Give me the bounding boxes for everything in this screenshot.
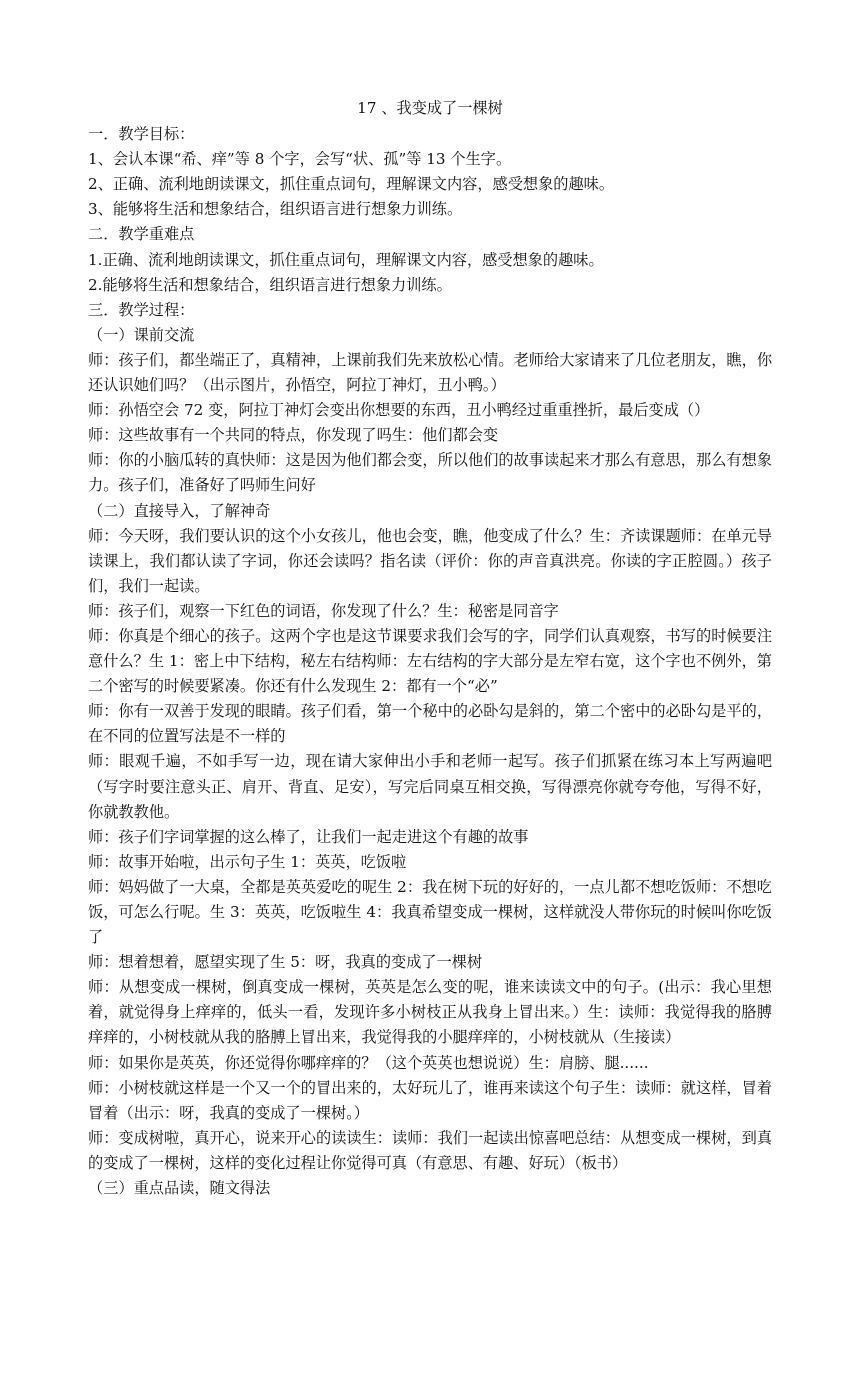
paragraph: 师：小树枝就这样是一个又一个的冒出来的，太好玩儿了，谁再来读这个句子生：读师：就这样，冒着冒着（出示：呀，我真的变成了一棵树。）: [88, 1078, 772, 1122]
paragraph: 师：故事开始啦，出示句子生 1：英英，吃饭啦: [88, 852, 407, 871]
paragraph: 师：这些故事有一个共同的特点，你发现了吗生：他们都会变: [88, 426, 499, 445]
subsection-heading-1: （一）课前交流: [88, 325, 195, 344]
paragraph: 师：孙悟空会 72 变，阿拉丁神灯会变出你想要的东西，丑小鸭经过重重挫折，最后变成（）: [88, 401, 710, 420]
paragraph: 师：眼观千遍，不如手写一边，现在请大家伸出小手和老师一起写。孩子们抓紧在练习本上写两遍吧（写字时要注意头正、肩开、背直、足安），写完后同桌互相交换，写得漂亮你就夸夸他，写得不好，你就教教他。: [88, 752, 772, 821]
paragraph: 师：你有一双善于发现的眼睛。孩子们看，第一个秘中的必卧勾是斜的，第二个密中的必卧勾是平的，在不同的位置写法是不一样的: [88, 702, 772, 746]
key-point-1: 1.正确、流利地朗读课文，抓住重点词句，理解课文内容，感受想象的趣味。: [88, 250, 604, 269]
key-point-2: 2.能够将生活和想象结合，组织语言进行想象力训练。: [88, 275, 452, 294]
paragraph: 师：从想变成一棵树，倒真变成一棵树，英英是怎么变的呢，谁来读读文中的句子。(出示：我心里想着，就觉得身上痒痒的，低头一看，发现许多小树枝正从我身上冒出来。）生：读师：我觉得我的胳膊痒痒的，小树枝就从我的胳膊上冒出来，我觉得我的小腿痒痒的，小树枝就从（生接读）: [88, 978, 772, 1047]
section-heading-key-points: 二．教学重难点: [88, 225, 195, 244]
paragraph: 师：如果你是英英，你还觉得你哪痒痒的？（这个英英也想说说）生：肩膀、腿......: [88, 1053, 649, 1072]
goal-item-1: 1、会认本课“希、痒”等 8 个字，会写“状、孤”等 13 个生字。: [88, 150, 512, 169]
goal-item-2: 2、正确、流利地朗读课文，抓住重点词句，理解课文内容，感受想象的趣味。: [88, 175, 615, 194]
paragraph: 师：你真是个细心的孩子。这两个字也是这节课要求我们会写的字，同学们认真观察，书写的时候要注意什么？生 1：密上中下结构，秘左右结构师：左右结构的字大部分是左窄右宽，这个字也不例外，第二个密写的时候要紧凑。你还有什么发现生 2：都有一个“必”: [88, 626, 772, 696]
subsection-heading-2: （二）直接导入，了解神奇: [88, 501, 271, 520]
paragraph: 师：今天呀，我们要认识的这个小女孩儿，他也会变，瞧，他变成了什么？生：齐读课题师：在单元导读课上，我们都认读了字词，你还会读吗？指名读（评价：你的声音真洪亮。你读的字正腔圆。）孩子们，我们一起读。: [88, 526, 772, 595]
doc-title: 17 、我变成了一棵树: [357, 99, 503, 117]
section-heading-process: 三．教学过程：: [88, 300, 195, 319]
paragraph: 师：妈妈做了一大桌，全都是英英爱吃的呢生 2：我在树下玩的好好的，一点儿都不想吃饭师：不想吃饭，可怎么行呢。生 3：英英，吃饭啦生 4：我真希望变成一棵树，这样就没人带你玩的时候叫你吃饭了: [88, 877, 772, 947]
subsection-heading-3: （三）重点品读，随文得法: [88, 1179, 271, 1198]
paragraph: 师：变成树啦，真开心，说来开心的读读生：读师：我们一起读出惊喜吧总结：从想变成一棵树，到真的变成了一棵树，这样的变化过程让你觉得可真（有意思、有趣、好玩）（板书）: [88, 1128, 772, 1172]
goal-item-3: 3、能够将生活和想象结合，组织语言进行想象力训练。: [88, 200, 463, 219]
paragraph: 师：孩子们，都坐端正了，真精神，上课前我们先来放松心情。老师给大家请来了几位老朋友，瞧，你还认识她们吗？（出示图片，孙悟空，阿拉丁神灯，丑小鸭。）: [88, 350, 772, 395]
section-heading-goals: 一．教学目标：: [88, 125, 195, 144]
paragraph: 师：孩子们字词掌握的这么棒了，让我们一起走进这个有趣的故事: [88, 827, 529, 846]
paragraph: 师：想着想着，愿望实现了生 5：呀，我真的变成了一棵树: [88, 953, 483, 972]
paragraph: 师：你的小脑瓜转的真快师：这是因为他们都会变，所以他们的故事读起来才那么有意思，那么有想象力。孩子们，准备好了吗师生问好: [88, 451, 772, 495]
paragraph: 师：孩子们，观察一下红色的词语，你发现了什么？生：秘密是同音字: [88, 601, 559, 620]
